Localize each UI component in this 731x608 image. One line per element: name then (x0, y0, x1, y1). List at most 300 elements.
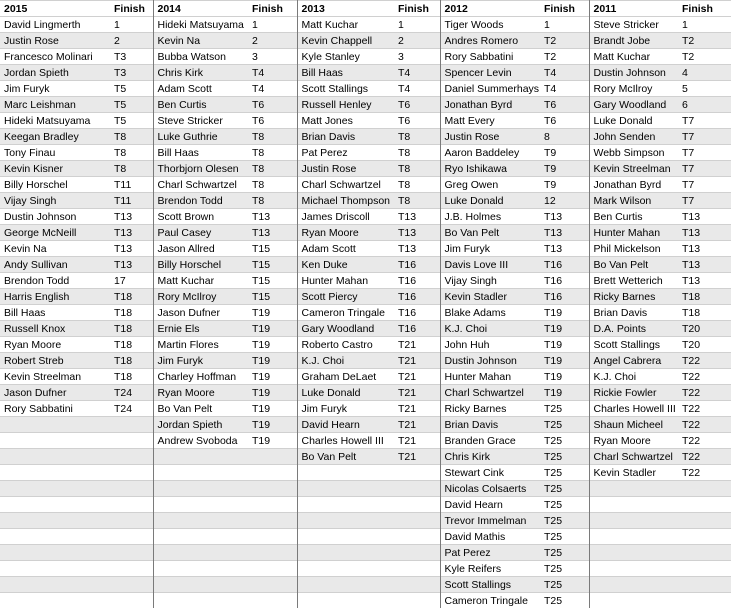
table-row (0, 337, 731, 353)
finish-cell: T21 (394, 401, 440, 417)
empty-cell (678, 593, 731, 608)
empty-cell (110, 497, 153, 513)
finish-cell: T22 (678, 369, 731, 385)
empty-cell (248, 497, 297, 513)
player-name-cell: Russell Henley (297, 97, 394, 113)
player-name-cell: Ryan Moore (589, 433, 678, 449)
finish-cell: T4 (394, 65, 440, 81)
player-name-cell: Kevin Streelman (589, 161, 678, 177)
player-name-cell: Chris Kirk (440, 449, 540, 465)
finish-cell: T15 (248, 273, 297, 289)
table-row (0, 81, 731, 97)
player-name-cell: Scott Piercy (297, 289, 394, 305)
player-name-cell: Jason Dufner (0, 385, 110, 401)
table-row (0, 225, 731, 241)
table-row (0, 593, 731, 608)
player-name-cell: Hideki Matsuyama (153, 17, 248, 33)
player-name-cell: Charl Schwartzel (297, 177, 394, 193)
player-name-cell: Charl Schwartzel (440, 385, 540, 401)
player-name-cell: James Driscoll (297, 209, 394, 225)
finish-cell: T25 (540, 577, 589, 593)
empty-cell (297, 465, 394, 481)
table-row (0, 161, 731, 177)
finish-cell: T21 (394, 385, 440, 401)
player-name-cell: Scott Stallings (297, 81, 394, 97)
finish-cell: T8 (248, 161, 297, 177)
empty-cell (394, 545, 440, 561)
player-name-cell: Marc Leishman (0, 97, 110, 113)
finish-cell: T4 (540, 65, 589, 81)
finish-cell: T7 (678, 145, 731, 161)
finish-cell: T5 (110, 97, 153, 113)
player-name-cell: Bo Van Pelt (440, 225, 540, 241)
finish-cell: T25 (540, 449, 589, 465)
table-row (0, 17, 731, 33)
player-name-cell: Russell Knox (0, 321, 110, 337)
empty-cell (589, 497, 678, 513)
finish-cell: T2 (540, 49, 589, 65)
finish-cell: T19 (540, 305, 589, 321)
finish-cell: T7 (678, 161, 731, 177)
table-row (0, 497, 731, 513)
empty-cell (589, 577, 678, 593)
player-name-cell: Greg Owen (440, 177, 540, 193)
finish-cell: T18 (110, 289, 153, 305)
player-name-cell: Bo Van Pelt (153, 401, 248, 417)
finish-header: Finish (394, 1, 440, 17)
empty-cell (110, 577, 153, 593)
table-row (0, 305, 731, 321)
finish-cell: T7 (678, 177, 731, 193)
empty-cell (110, 433, 153, 449)
finish-cell: T13 (678, 273, 731, 289)
finish-cell: T19 (248, 369, 297, 385)
empty-cell (153, 449, 248, 465)
player-name-cell: Brian Davis (297, 129, 394, 145)
player-name-cell: Bo Van Pelt (297, 449, 394, 465)
player-name-cell: Branden Grace (440, 433, 540, 449)
player-name-cell: Luke Guthrie (153, 129, 248, 145)
year-header: 2012 (440, 1, 540, 17)
player-name-cell: Shaun Micheel (589, 417, 678, 433)
player-name-cell: Charley Hoffman (153, 369, 248, 385)
finish-header: Finish (248, 1, 297, 17)
finish-cell: T22 (678, 417, 731, 433)
finish-cell: T11 (110, 177, 153, 193)
finish-cell: T25 (540, 401, 589, 417)
year-header: 2015 (0, 1, 110, 17)
player-name-cell: Ryo Ishikawa (440, 161, 540, 177)
finish-cell: T13 (394, 209, 440, 225)
finish-cell: T13 (678, 225, 731, 241)
finish-cell: T8 (248, 177, 297, 193)
finish-cell: T21 (394, 337, 440, 353)
finish-cell: T13 (678, 209, 731, 225)
player-name-cell: Angel Cabrera (589, 353, 678, 369)
player-name-cell: Billy Horschel (0, 177, 110, 193)
table-row (0, 97, 731, 113)
table-row (0, 321, 731, 337)
finish-header: Finish (678, 1, 731, 17)
empty-cell (248, 513, 297, 529)
finish-cell: T16 (394, 273, 440, 289)
player-name-cell: Pat Perez (297, 145, 394, 161)
player-name-cell: Ricky Barnes (589, 289, 678, 305)
player-name-cell: Brendon Todd (0, 273, 110, 289)
year-header: 2013 (297, 1, 394, 17)
player-name-cell: Jordan Spieth (0, 65, 110, 81)
player-name-cell: Webb Simpson (589, 145, 678, 161)
empty-cell (0, 449, 110, 465)
table-row (0, 145, 731, 161)
player-name-cell: Bo Van Pelt (589, 257, 678, 273)
player-name-cell: Davis Love III (440, 257, 540, 273)
player-name-cell: Brandt Jobe (589, 33, 678, 49)
finish-cell: T13 (248, 209, 297, 225)
player-name-cell: Steve Stricker (589, 17, 678, 33)
empty-cell (394, 561, 440, 577)
table-row (0, 33, 731, 49)
finish-cell: 8 (540, 129, 589, 145)
finish-cell: T2 (678, 33, 731, 49)
finish-cell: T25 (540, 497, 589, 513)
empty-cell (110, 513, 153, 529)
empty-cell (153, 545, 248, 561)
empty-cell (394, 529, 440, 545)
player-name-cell: Jim Furyk (0, 81, 110, 97)
player-name-cell: K.J. Choi (440, 321, 540, 337)
player-name-cell: Dustin Johnson (440, 353, 540, 369)
finish-cell: T13 (540, 209, 589, 225)
player-name-cell: David Hearn (440, 497, 540, 513)
player-name-cell: Ricky Barnes (440, 401, 540, 417)
finish-cell: T25 (540, 465, 589, 481)
finish-cell: T19 (248, 305, 297, 321)
empty-cell (110, 529, 153, 545)
finish-cell: T8 (110, 129, 153, 145)
empty-cell (110, 449, 153, 465)
player-name-cell: Kevin Stadler (440, 289, 540, 305)
player-name-cell: Matt Kuchar (153, 273, 248, 289)
table-row (0, 353, 731, 369)
finish-cell: T25 (540, 561, 589, 577)
empty-cell (0, 545, 110, 561)
finish-cell: T19 (248, 321, 297, 337)
finish-cell: T22 (678, 465, 731, 481)
finish-cell: T7 (678, 113, 731, 129)
empty-cell (0, 561, 110, 577)
finish-cell: T8 (248, 129, 297, 145)
table-row (0, 401, 731, 417)
finish-cell: T6 (394, 113, 440, 129)
year-header: 2014 (153, 1, 248, 17)
empty-cell (297, 593, 394, 608)
finish-cell: T19 (248, 433, 297, 449)
player-name-cell: Bill Haas (153, 145, 248, 161)
player-name-cell: Ryan Moore (153, 385, 248, 401)
player-name-cell: Kyle Stanley (297, 49, 394, 65)
table-row (0, 209, 731, 225)
player-name-cell: Hunter Mahan (440, 369, 540, 385)
table-row (0, 465, 731, 481)
player-name-cell: Spencer Levin (440, 65, 540, 81)
finish-cell: T15 (248, 241, 297, 257)
player-name-cell: Thorbjorn Olesen (153, 161, 248, 177)
player-name-cell: Charles Howell III (589, 401, 678, 417)
finish-cell: T19 (248, 385, 297, 401)
player-name-cell: Andres Romero (440, 33, 540, 49)
finish-cell: T13 (394, 225, 440, 241)
finish-cell: T6 (540, 97, 589, 113)
table-row (0, 561, 731, 577)
finish-header: Finish (110, 1, 153, 17)
player-name-cell: Dustin Johnson (589, 65, 678, 81)
finish-cell: T8 (248, 193, 297, 209)
player-name-cell: Jordan Spieth (153, 417, 248, 433)
player-name-cell: Jason Allred (153, 241, 248, 257)
player-name-cell: Kevin Stadler (589, 465, 678, 481)
player-name-cell: Justin Rose (440, 129, 540, 145)
player-name-cell: Rory McIlroy (153, 289, 248, 305)
finish-cell: T16 (540, 257, 589, 273)
finish-cell: T20 (678, 337, 731, 353)
finish-cell: 2 (110, 33, 153, 49)
empty-cell (297, 497, 394, 513)
player-name-cell: Adam Scott (297, 241, 394, 257)
player-name-cell: Harris English (0, 289, 110, 305)
player-name-cell: Matt Jones (297, 113, 394, 129)
finish-cell: T19 (540, 385, 589, 401)
finish-cell: T16 (394, 257, 440, 273)
finish-cell: T13 (110, 257, 153, 273)
player-name-cell: Luke Donald (589, 113, 678, 129)
finish-cell: T21 (394, 353, 440, 369)
player-name-cell: Nicolas Colsaerts (440, 481, 540, 497)
player-name-cell: Jonathan Byrd (589, 177, 678, 193)
player-name-cell: Mark Wilson (589, 193, 678, 209)
player-name-cell: Jason Dufner (153, 305, 248, 321)
finish-cell: T8 (394, 145, 440, 161)
finish-cell: T9 (540, 145, 589, 161)
player-name-cell: Ken Duke (297, 257, 394, 273)
finish-cell: T25 (540, 545, 589, 561)
finish-cell: T4 (394, 81, 440, 97)
player-name-cell: Gary Woodland (297, 321, 394, 337)
finish-cell: T18 (110, 305, 153, 321)
empty-cell (297, 561, 394, 577)
empty-cell (0, 433, 110, 449)
finish-cell: T13 (248, 225, 297, 241)
finish-cell: 1 (110, 17, 153, 33)
finish-cell: T13 (540, 241, 589, 257)
table-row (0, 449, 731, 465)
finish-cell: T13 (110, 241, 153, 257)
player-name-cell: Trevor Immelman (440, 513, 540, 529)
finish-cell: 12 (540, 193, 589, 209)
empty-cell (589, 561, 678, 577)
finish-cell: T7 (678, 129, 731, 145)
empty-cell (153, 593, 248, 608)
header-row (0, 1, 731, 17)
empty-cell (297, 529, 394, 545)
player-name-cell: Hunter Mahan (589, 225, 678, 241)
player-name-cell: Graham DeLaet (297, 369, 394, 385)
finish-cell: T18 (110, 369, 153, 385)
player-name-cell: Charl Schwartzel (589, 449, 678, 465)
finish-cell: T19 (540, 321, 589, 337)
player-name-cell: Kevin Kisner (0, 161, 110, 177)
player-name-cell: Ben Curtis (589, 209, 678, 225)
empty-cell (153, 577, 248, 593)
finish-cell: T4 (248, 65, 297, 81)
finish-cell: 1 (678, 17, 731, 33)
finish-cell: T24 (110, 401, 153, 417)
player-name-cell: Gary Woodland (589, 97, 678, 113)
empty-cell (589, 545, 678, 561)
finish-cell: T6 (540, 113, 589, 129)
player-name-cell: Rory McIlroy (589, 81, 678, 97)
player-name-cell: Jim Furyk (153, 353, 248, 369)
finish-header: Finish (540, 1, 589, 17)
player-name-cell: Kevin Streelman (0, 369, 110, 385)
empty-cell (394, 465, 440, 481)
player-name-cell: Tiger Woods (440, 17, 540, 33)
empty-cell (678, 497, 731, 513)
player-name-cell: Francesco Molinari (0, 49, 110, 65)
player-name-cell: Kyle Reifers (440, 561, 540, 577)
empty-cell (297, 513, 394, 529)
empty-cell (110, 593, 153, 608)
empty-cell (0, 417, 110, 433)
finish-cell: 3 (248, 49, 297, 65)
table-row (0, 417, 731, 433)
player-name-cell: D.A. Points (589, 321, 678, 337)
finish-cell: T8 (110, 145, 153, 161)
table-row (0, 529, 731, 545)
table-row (0, 369, 731, 385)
player-name-cell: Luke Donald (440, 193, 540, 209)
player-name-cell: Hunter Mahan (297, 273, 394, 289)
finish-cell: T19 (540, 337, 589, 353)
finish-cell: T19 (540, 369, 589, 385)
finish-cell: T9 (540, 161, 589, 177)
finish-cell: T6 (248, 97, 297, 113)
empty-cell (0, 497, 110, 513)
finish-cell: 1 (248, 17, 297, 33)
player-name-cell: Bill Haas (297, 65, 394, 81)
player-name-cell: Tony Finau (0, 145, 110, 161)
player-name-cell: Dustin Johnson (0, 209, 110, 225)
finish-cell: T3 (110, 49, 153, 65)
player-name-cell: David Lingmerth (0, 17, 110, 33)
player-name-cell: Jonathan Byrd (440, 97, 540, 113)
player-name-cell: Vijay Singh (0, 193, 110, 209)
player-name-cell: Rory Sabbatini (440, 49, 540, 65)
player-name-cell: Ryan Moore (0, 337, 110, 353)
finish-cell: 2 (394, 33, 440, 49)
empty-cell (110, 417, 153, 433)
player-name-cell: K.J. Choi (297, 353, 394, 369)
player-name-cell: Ryan Moore (297, 225, 394, 241)
empty-cell (0, 593, 110, 608)
empty-cell (678, 529, 731, 545)
finish-cell: 1 (394, 17, 440, 33)
player-name-cell: Paul Casey (153, 225, 248, 241)
empty-cell (248, 561, 297, 577)
table-row (0, 545, 731, 561)
player-name-cell: Bubba Watson (153, 49, 248, 65)
player-name-cell: Steve Stricker (153, 113, 248, 129)
player-name-cell: Blake Adams (440, 305, 540, 321)
empty-cell (678, 545, 731, 561)
finish-cell: T21 (394, 433, 440, 449)
finish-cell: T18 (110, 337, 153, 353)
player-name-cell: Aaron Baddeley (440, 145, 540, 161)
player-name-cell: Ernie Els (153, 321, 248, 337)
finish-cell: T16 (394, 321, 440, 337)
finish-cell: T5 (110, 81, 153, 97)
player-name-cell: Scott Brown (153, 209, 248, 225)
finish-cell: T13 (678, 257, 731, 273)
finish-cell: 5 (678, 81, 731, 97)
finish-cell: T18 (678, 289, 731, 305)
player-name-cell: Justin Rose (297, 161, 394, 177)
empty-cell (153, 513, 248, 529)
player-name-cell: Kevin Na (0, 241, 110, 257)
empty-cell (110, 465, 153, 481)
finish-cell: T7 (678, 193, 731, 209)
player-name-cell: K.J. Choi (589, 369, 678, 385)
player-name-cell: Matt Kuchar (297, 17, 394, 33)
empty-cell (0, 577, 110, 593)
finish-cell: T25 (540, 481, 589, 497)
player-name-cell: Brian Davis (589, 305, 678, 321)
finish-cell: T22 (678, 401, 731, 417)
finish-cell: T19 (540, 353, 589, 369)
empty-cell (678, 513, 731, 529)
table-row (0, 385, 731, 401)
player-name-cell: Ben Curtis (153, 97, 248, 113)
finish-cell: T19 (248, 401, 297, 417)
empty-cell (248, 449, 297, 465)
empty-cell (153, 481, 248, 497)
empty-cell (394, 577, 440, 593)
finish-cell: T6 (394, 97, 440, 113)
table-row (0, 513, 731, 529)
player-name-cell: Bill Haas (0, 305, 110, 321)
finish-cell: T25 (540, 529, 589, 545)
empty-cell (394, 497, 440, 513)
finish-cell: T11 (110, 193, 153, 209)
finish-cell: T19 (248, 337, 297, 353)
empty-cell (297, 577, 394, 593)
empty-cell (678, 577, 731, 593)
player-name-cell: Michael Thompson (297, 193, 394, 209)
player-name-cell: Robert Streb (0, 353, 110, 369)
player-name-cell: David Hearn (297, 417, 394, 433)
empty-cell (153, 561, 248, 577)
player-name-cell: Stewart Cink (440, 465, 540, 481)
finish-cell: 17 (110, 273, 153, 289)
empty-cell (394, 481, 440, 497)
player-name-cell: Phil Mickelson (589, 241, 678, 257)
player-name-cell: Brendon Todd (153, 193, 248, 209)
finish-cell: T16 (540, 273, 589, 289)
finish-cell: 1 (540, 17, 589, 33)
player-name-cell: Andrew Svoboda (153, 433, 248, 449)
finish-cell: T25 (540, 433, 589, 449)
empty-cell (589, 529, 678, 545)
